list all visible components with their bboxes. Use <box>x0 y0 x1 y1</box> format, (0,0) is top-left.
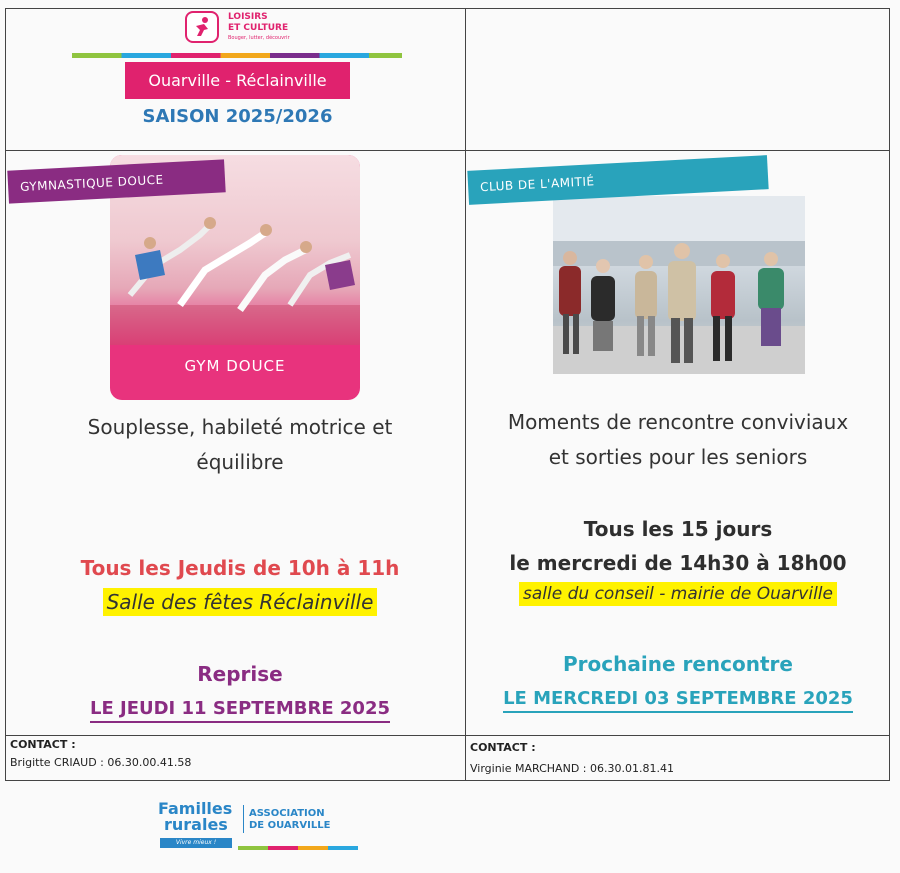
club-tag: CLUB DE L'AMITIÉ <box>467 155 768 205</box>
right-border <box>889 8 890 780</box>
center-divider <box>465 8 466 780</box>
association-name: ASSOCIATION DE OUARVILLE <box>249 808 331 831</box>
club-contact-label: CONTACT : <box>470 741 536 754</box>
footer-divider <box>5 780 890 781</box>
gym-contact-value: Brigitte CRIAUD : 06.30.00.41.58 <box>10 756 192 769</box>
left-border <box>5 8 6 780</box>
gym-description: Souplesse, habileté motrice et équilibre <box>87 415 393 474</box>
club-schedule: Tous les 15 jours le mercredi de 14h30 à 18h00 <box>509 517 847 575</box>
club-next-label: Prochaine rencontre <box>563 652 793 676</box>
season-title: SAISON 2025/2026 <box>142 106 333 127</box>
gym-contact-label: CONTACT : <box>10 738 76 751</box>
color-stripe <box>72 53 402 58</box>
gym-location-wrap <box>20 590 460 614</box>
club-description: Moments de rencontre conviviaux et sorties pour les seniors <box>507 410 849 469</box>
loisirs-culture-title: LOISIRS ET CULTURE <box>228 12 289 33</box>
gym-schedule: Tous les Jeudis de 10h à 11h <box>80 556 400 580</box>
gym-tag: GYMNASTIQUE DOUCE <box>7 159 225 203</box>
gym-reprise-date-wrap <box>20 698 460 719</box>
gym-reprise-label: Reprise <box>197 662 283 686</box>
club-next-date: LE MERCREDI 03 SEPTEMBRE 2025 <box>503 688 853 713</box>
gym-card-label: GYM DOUCE <box>184 357 286 375</box>
club-contact-value: Virginie MARCHAND : 06.30.01.81.41 <box>470 762 674 775</box>
loisirs-culture-subtitle: Bouger, lutter, découvrir <box>228 35 290 41</box>
club-next-date-wrap <box>468 688 888 709</box>
club-photo <box>553 196 805 374</box>
club-location: salle du conseil - mairie de Ouarville <box>519 582 837 606</box>
familles-rurales-logo-line1: Familles <box>158 799 233 818</box>
contact-divider <box>5 735 890 736</box>
footer-color-stripe <box>238 846 358 850</box>
gym-location: Salle des fêtes Réclainville <box>103 588 378 616</box>
loisirs-culture-logo-icon <box>185 11 219 43</box>
club-location-wrap <box>468 584 888 604</box>
gym-reprise-date: LE JEUDI 11 SEPTEMBRE 2025 <box>90 698 390 723</box>
town-banner: Ouarville - Réclainville <box>125 62 350 99</box>
top-border <box>5 8 890 9</box>
header-divider <box>5 150 890 151</box>
familles-rurales-tagline: Vivre mieux ! <box>160 838 232 848</box>
familles-rurales-logo-line2: rurales <box>164 815 228 834</box>
footer-logo-separator <box>243 805 244 833</box>
